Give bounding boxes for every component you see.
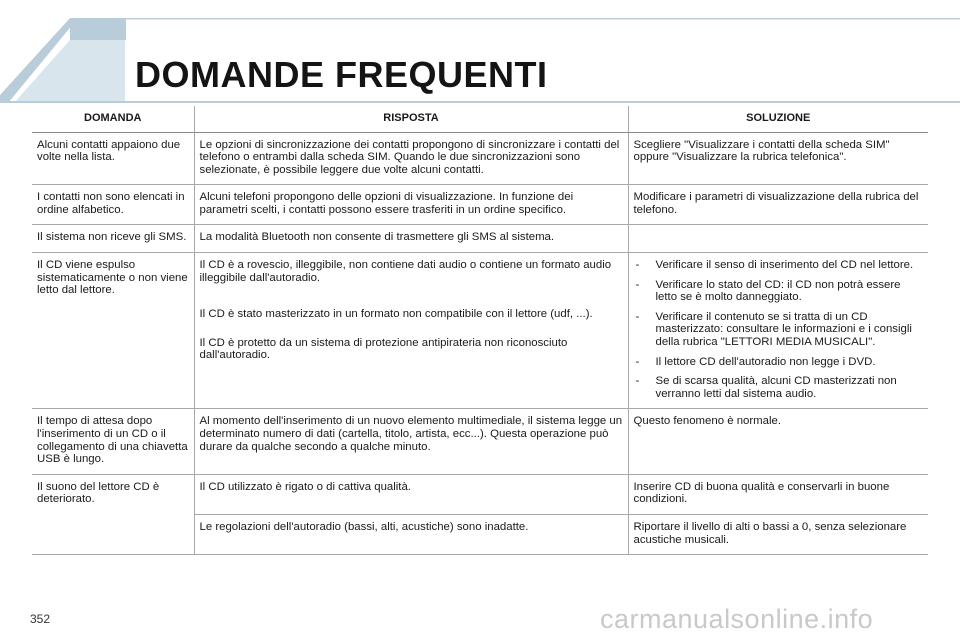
table-row: [32, 253, 928, 409]
question-cell: Il CD viene espulso sistematicamente o non viene letto dal lettore.: [32, 253, 194, 409]
table-row: [32, 409, 928, 474]
header-solution: SOLUZIONE: [628, 106, 928, 132]
solution-cell: Inserire CD di buona qualità e conservarli in buone condizioni.: [628, 474, 928, 514]
list-item: - Il lettore CD dell'autoradio non legge i DVD.: [635, 355, 876, 368]
bullet-dash: -: [635, 375, 640, 388]
list-item: - Verificare il contenuto se si tratta di un CD masterizzato: consultare le informazioni e i consigli della rubrica "LETTORI MEDIA MUSICALI".: [635, 310, 912, 349]
question-cell: Alcuni contatti appaiono due volte nella lista.: [32, 132, 194, 185]
table-header-row: [32, 106, 928, 132]
page-number: 352: [30, 612, 51, 626]
table-row: [32, 185, 928, 225]
solution-cell: Modificare i parametri di visualizzazione della rubrica del telefono.: [628, 185, 928, 225]
solution-list: [634, 259, 924, 400]
solution-cell: [628, 225, 928, 253]
answer-cell: [194, 185, 628, 225]
answer-text: Il CD utilizzato è rigato o di cattiva qualità.: [199, 480, 411, 493]
answer-text: Il CD è protetto da un sistema di protezione antipirateria non riconosciuto dall'autoradio.: [199, 336, 568, 362]
list-item: - Verificare lo stato del CD: il CD non potrà essere letto se è molto danneggiato.: [635, 278, 901, 304]
page-title: DOMANDE FREQUENTI: [135, 54, 548, 95]
answer-cell: [194, 474, 628, 514]
list-item: - Verificare il senso di inserimento del CD nel lettore.: [635, 259, 914, 272]
bullet-dash: -: [635, 310, 640, 323]
answer-text: Al momento dell'inserimento di un nuovo elemento multimediale, il sistema legge un determinato numero di dati (cartella, titolo, artista, ecc...). Questa operazione può durare da qualche secondo a qualche minuto.: [199, 415, 623, 453]
question-cell: Il sistema non riceve gli SMS.: [32, 225, 194, 253]
solution-cell: Riportare il livello di alti o bassi a 0, senza selezionare acustiche musicali.: [628, 514, 928, 554]
answer-cell: [194, 514, 628, 554]
answer-text: La modalità Bluetooth non consente di trasmettere gli SMS al sistema.: [199, 231, 555, 244]
answer-text: Il CD è a rovescio, illeggibile, non contiene dati audio o contiene un formato audio illeggibile dall'autoradio.: [199, 259, 612, 284]
solution-cell: Scegliere "Visualizzare i contatti della scheda SIM" oppure "Visualizzare la rubrica telefonica".: [628, 132, 928, 185]
question-cell: Il tempo di attesa dopo l'inserimento di un CD o il collegamento di una chiavetta USB è lungo.: [32, 409, 194, 474]
table-row: [32, 474, 928, 514]
answer-cell: [194, 132, 628, 185]
answer-text: Le opzioni di sincronizzazione dei contatti propongono di sincronizzare i contatti del telefono o entrambi dalla scheda SIM. Quando le due sincronizzazioni sono selezionate, è possibile leggere due volte alcuni contatti.: [199, 138, 620, 176]
faq-table: [32, 106, 928, 555]
table-row: [32, 225, 928, 253]
answer-cell: [194, 225, 628, 253]
list-item: - Se di scarsa qualità, alcuni CD masterizzati non verranno letti dal sistema audio.: [635, 375, 897, 400]
answer-cell: [194, 409, 628, 474]
solution-cell: [628, 253, 928, 409]
answer-cell: [194, 253, 628, 409]
question-cell: I contatti non sono elencati in ordine alfabetico.: [32, 185, 194, 225]
bullet-dash: -: [635, 278, 640, 291]
table-row: [32, 132, 928, 185]
header-answer: RISPOSTA: [194, 106, 628, 132]
question-cell: Il suono del lettore CD è deteriorato.: [32, 474, 194, 554]
answer-text: Il CD è stato masterizzato in un formato non compatibile con il lettore (udf, ...).: [199, 308, 593, 321]
answer-text: Le regolazioni dell'autoradio (bassi, alti, acustiche) sono inadatte.: [199, 520, 529, 533]
answer-text: Alcuni telefoni propongono delle opzioni di visualizzazione. In funzione dei parametri scelti, i contatti possono essere trasferiti in un ordine specifico.: [199, 191, 574, 216]
watermark: carmanualsonline.info: [600, 604, 874, 634]
bullet-dash: -: [635, 259, 640, 272]
bullet-dash: -: [635, 355, 640, 368]
solution-cell: Questo fenomeno è normale.: [628, 409, 928, 474]
header-question: DOMANDA: [32, 106, 194, 132]
